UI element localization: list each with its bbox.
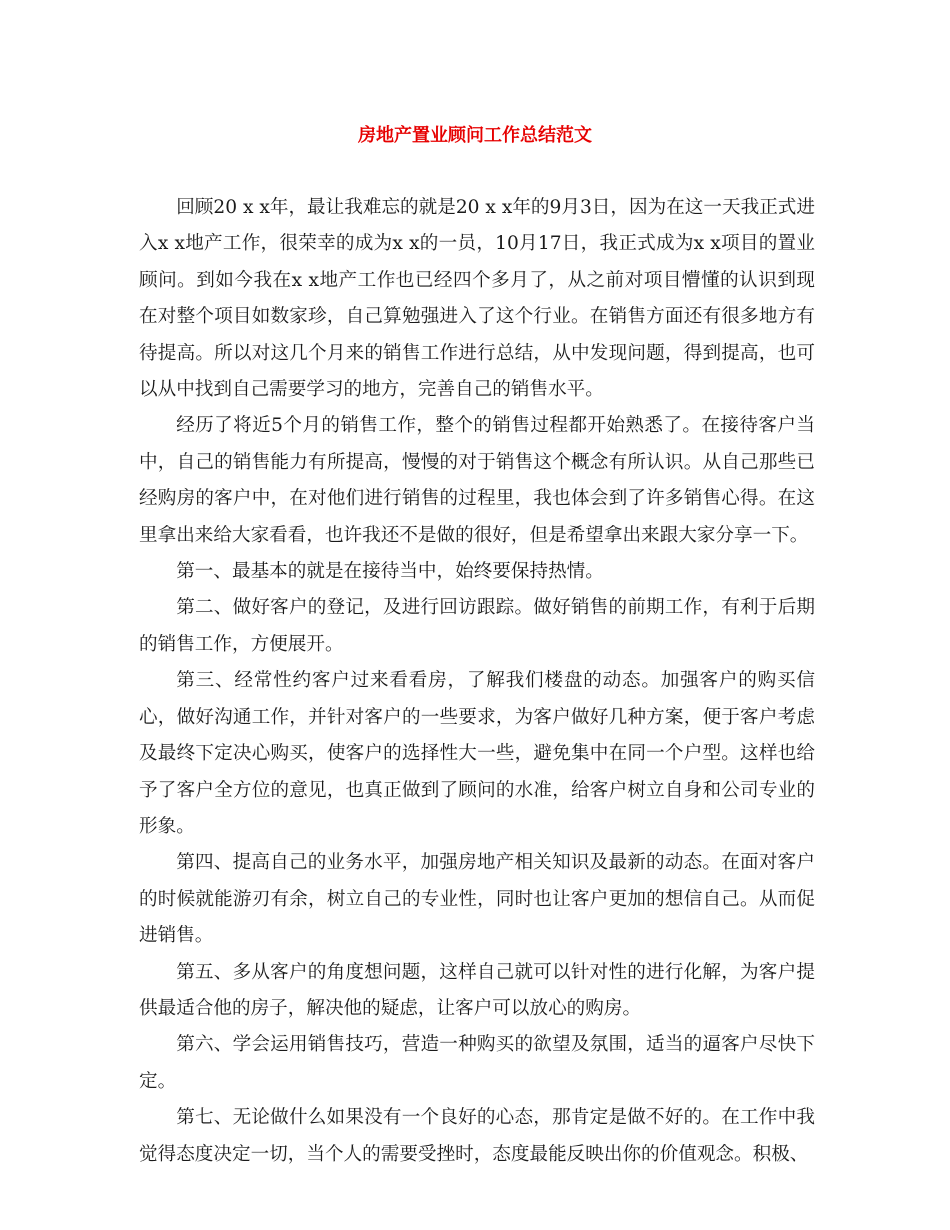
- document-title: 房地产置业顾问工作总结范文: [358, 125, 592, 146]
- document-body: [139, 190, 815, 1173]
- paragraph-point-3: 第三、经常性约客户过来看看房，了解我们楼盘的动态。加强客户的购买信心，做好沟通工作，并针对客户的一些要求，为客户做好几种方案，便于客户考虑及最终下定决心购买，使客户的选择性大一些，避免集中在同一个户型。这样也给予了客户全方位的意见，也真正做到了顾问的水准，给客户树立自身和公司专业的形象。: [139, 670, 815, 837]
- paragraph-point-6: 第六、学会运用销售技巧，营造一种购买的欲望及氛围，适当的逼客户尽快下定。: [139, 1034, 815, 1092]
- paragraph-experience: 经历了将近5个月的销售工作，整个的销售过程都开始熟悉了。在接待客户当中，自己的销售能力有所提高，慢慢的对于销售这个概念有所认识。从自己那些已经购房的客户中，在对他们进行销售的过程里，我也体会到了许多销售心得。在这里拿出来给大家看看，也许我还不是做的很好，但是希望拿出来跟大家分享一下。: [139, 415, 815, 546]
- paragraph-point-5: 第五、多从客户的角度想问题，这样自己就可以针对性的进行化解，为客户提供最适合他的房子，解决他的疑虑，让客户可以放心的购房。: [139, 961, 815, 1019]
- paragraph-point-2: 第二、做好客户的登记，及进行回访跟踪。做好销售的前期工作，有利于后期的销售工作，方便展开。: [139, 597, 815, 655]
- paragraph-point-7: 第七、无论做什么如果没有一个良好的心态，那肯定是做不好的。在工作中我觉得态度决定一切，当个人的需要受挫时，态度最能反映出你的价值观念。积极、: [139, 1107, 815, 1165]
- paragraph-point-4: 第四、提高自己的业务水平，加强房地产相关知识及最新的动态。在面对客户的时候就能游刃有余，树立自己的专业性，同时也让客户更加的想信自己。从而促进销售。: [139, 852, 815, 947]
- paragraph-review: 回顾20 x x年，最让我难忘的就是20 x x年的9月3日，因为在这一天我正式进入x x地产工作，很荣幸的成为x x的一员，10月17日，我正式成为x x项目的置业顾问。到如今我在x x地产工作也已经四个多月了，从之前对项目懵懂的认识到现在对整个项目如数家珍，自己算勉强进入了这个行业。在销售方面还有很多地方有待提高。所以对这几个月来的销售工作进行总结，从中发现问题，得到提高，也可以从中找到自己需要学习的地方，完善自己的销售水平。: [139, 197, 815, 401]
- paragraph-point-1: 第一、最基本的就是在接待当中，始终要保持热情。: [176, 561, 604, 583]
